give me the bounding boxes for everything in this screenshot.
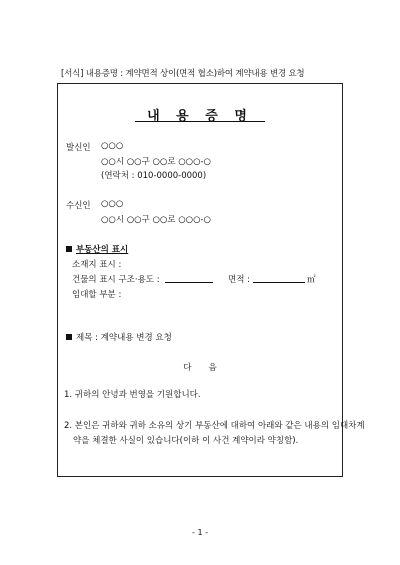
sender-address: ○○시 ○○구 ○○로 ○○○-○ [101, 157, 211, 167]
form-header-note: [서식] 내용증명 : 계약면적 상이(면적 협소)하여 계약내용 변경 요청 [61, 69, 305, 79]
subject-line [66, 331, 172, 343]
square-bullet-icon [66, 246, 72, 252]
title-underline [135, 121, 265, 122]
lease-part-label: 임대할 부분 : [72, 290, 122, 300]
page-number: - 1 - [192, 528, 208, 537]
subject-text: 제목 : 계약내용 변경 요청 [76, 333, 172, 343]
building-label: 건물의 표시 구조·용도 : [72, 275, 160, 285]
sender-contact: (연락처 : 010-0000-0000) [101, 171, 207, 181]
recipient-address: ○○시 ○○구 ○○로 ○○○-○ [101, 215, 211, 225]
item-2-line-2: 약을 체결한 사실이 있습니다(이하 이 사건 계약이라 약칭함). [73, 436, 299, 446]
sender-name: ○○○ [101, 141, 124, 151]
area-unit: ㎡ [307, 275, 316, 285]
recipient-name: ○○○ [101, 199, 124, 209]
property-heading [66, 243, 128, 255]
area-blank [253, 273, 305, 283]
item-2-line-1: 2. 본인은 귀하와 귀하 소유의 상기 부동산에 대하여 아래와 같은 내용의 임대차계 [64, 421, 365, 431]
property-heading-text: 부동산의 표시 [76, 245, 129, 255]
building-blank [165, 273, 213, 283]
item-1: 1. 귀하의 안녕과 번영을 기원합니다. [64, 390, 201, 400]
location-label: 소재지 표시 : [72, 260, 122, 270]
sender-label: 발신인 [66, 143, 91, 153]
da-eum-heading: 다 음 [183, 363, 217, 373]
square-bullet-icon [66, 334, 72, 340]
recipient-label: 수신인 [66, 201, 91, 211]
area-label: 면적 : [228, 275, 250, 285]
document-title: 내 용 증 명 [147, 109, 253, 124]
